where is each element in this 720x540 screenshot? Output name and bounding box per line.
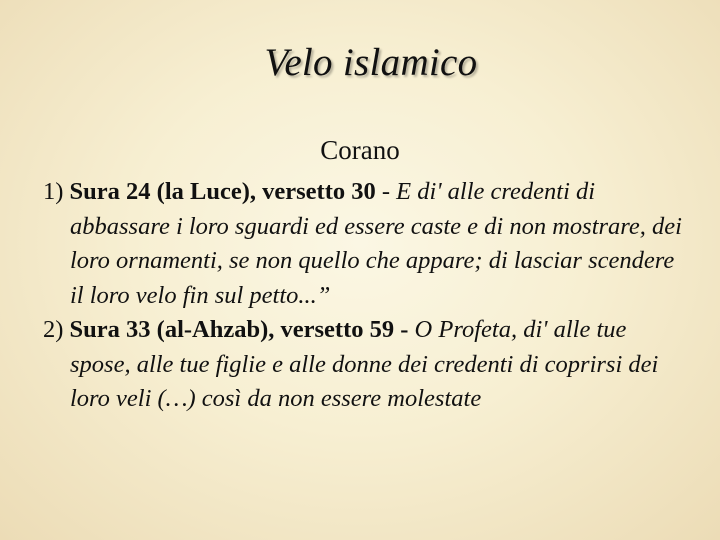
list-item (43, 313, 683, 417)
list-item (43, 175, 683, 313)
slide-body (43, 175, 683, 417)
item-heading: Sura 24 (la Luce), versetto 30 (69, 178, 376, 205)
item-heading: Sura 33 (al-Ahzab), versetto 59 - (69, 316, 409, 343)
slide-title: Velo islamico (264, 41, 478, 84)
item-quote: E di' alle credenti di abbassare i loro sguardi ed essere caste e di non mostrare, dei loro ornamenti, se non quello che appare; di lasciar scendere il loro velo fin sul petto...” (70, 178, 682, 309)
item-number: 1) (43, 178, 64, 205)
slide-subtitle (0, 135, 720, 166)
subtitle-text: Corano (320, 135, 400, 165)
item-number: 2) (43, 316, 64, 343)
item-separator: - (375, 178, 397, 205)
item-quote: O Profeta, di' alle tue spose, alle tue figlie e alle donne dei credenti di coprirsi dei loro veli (…) così da non essere molestate (70, 316, 659, 412)
